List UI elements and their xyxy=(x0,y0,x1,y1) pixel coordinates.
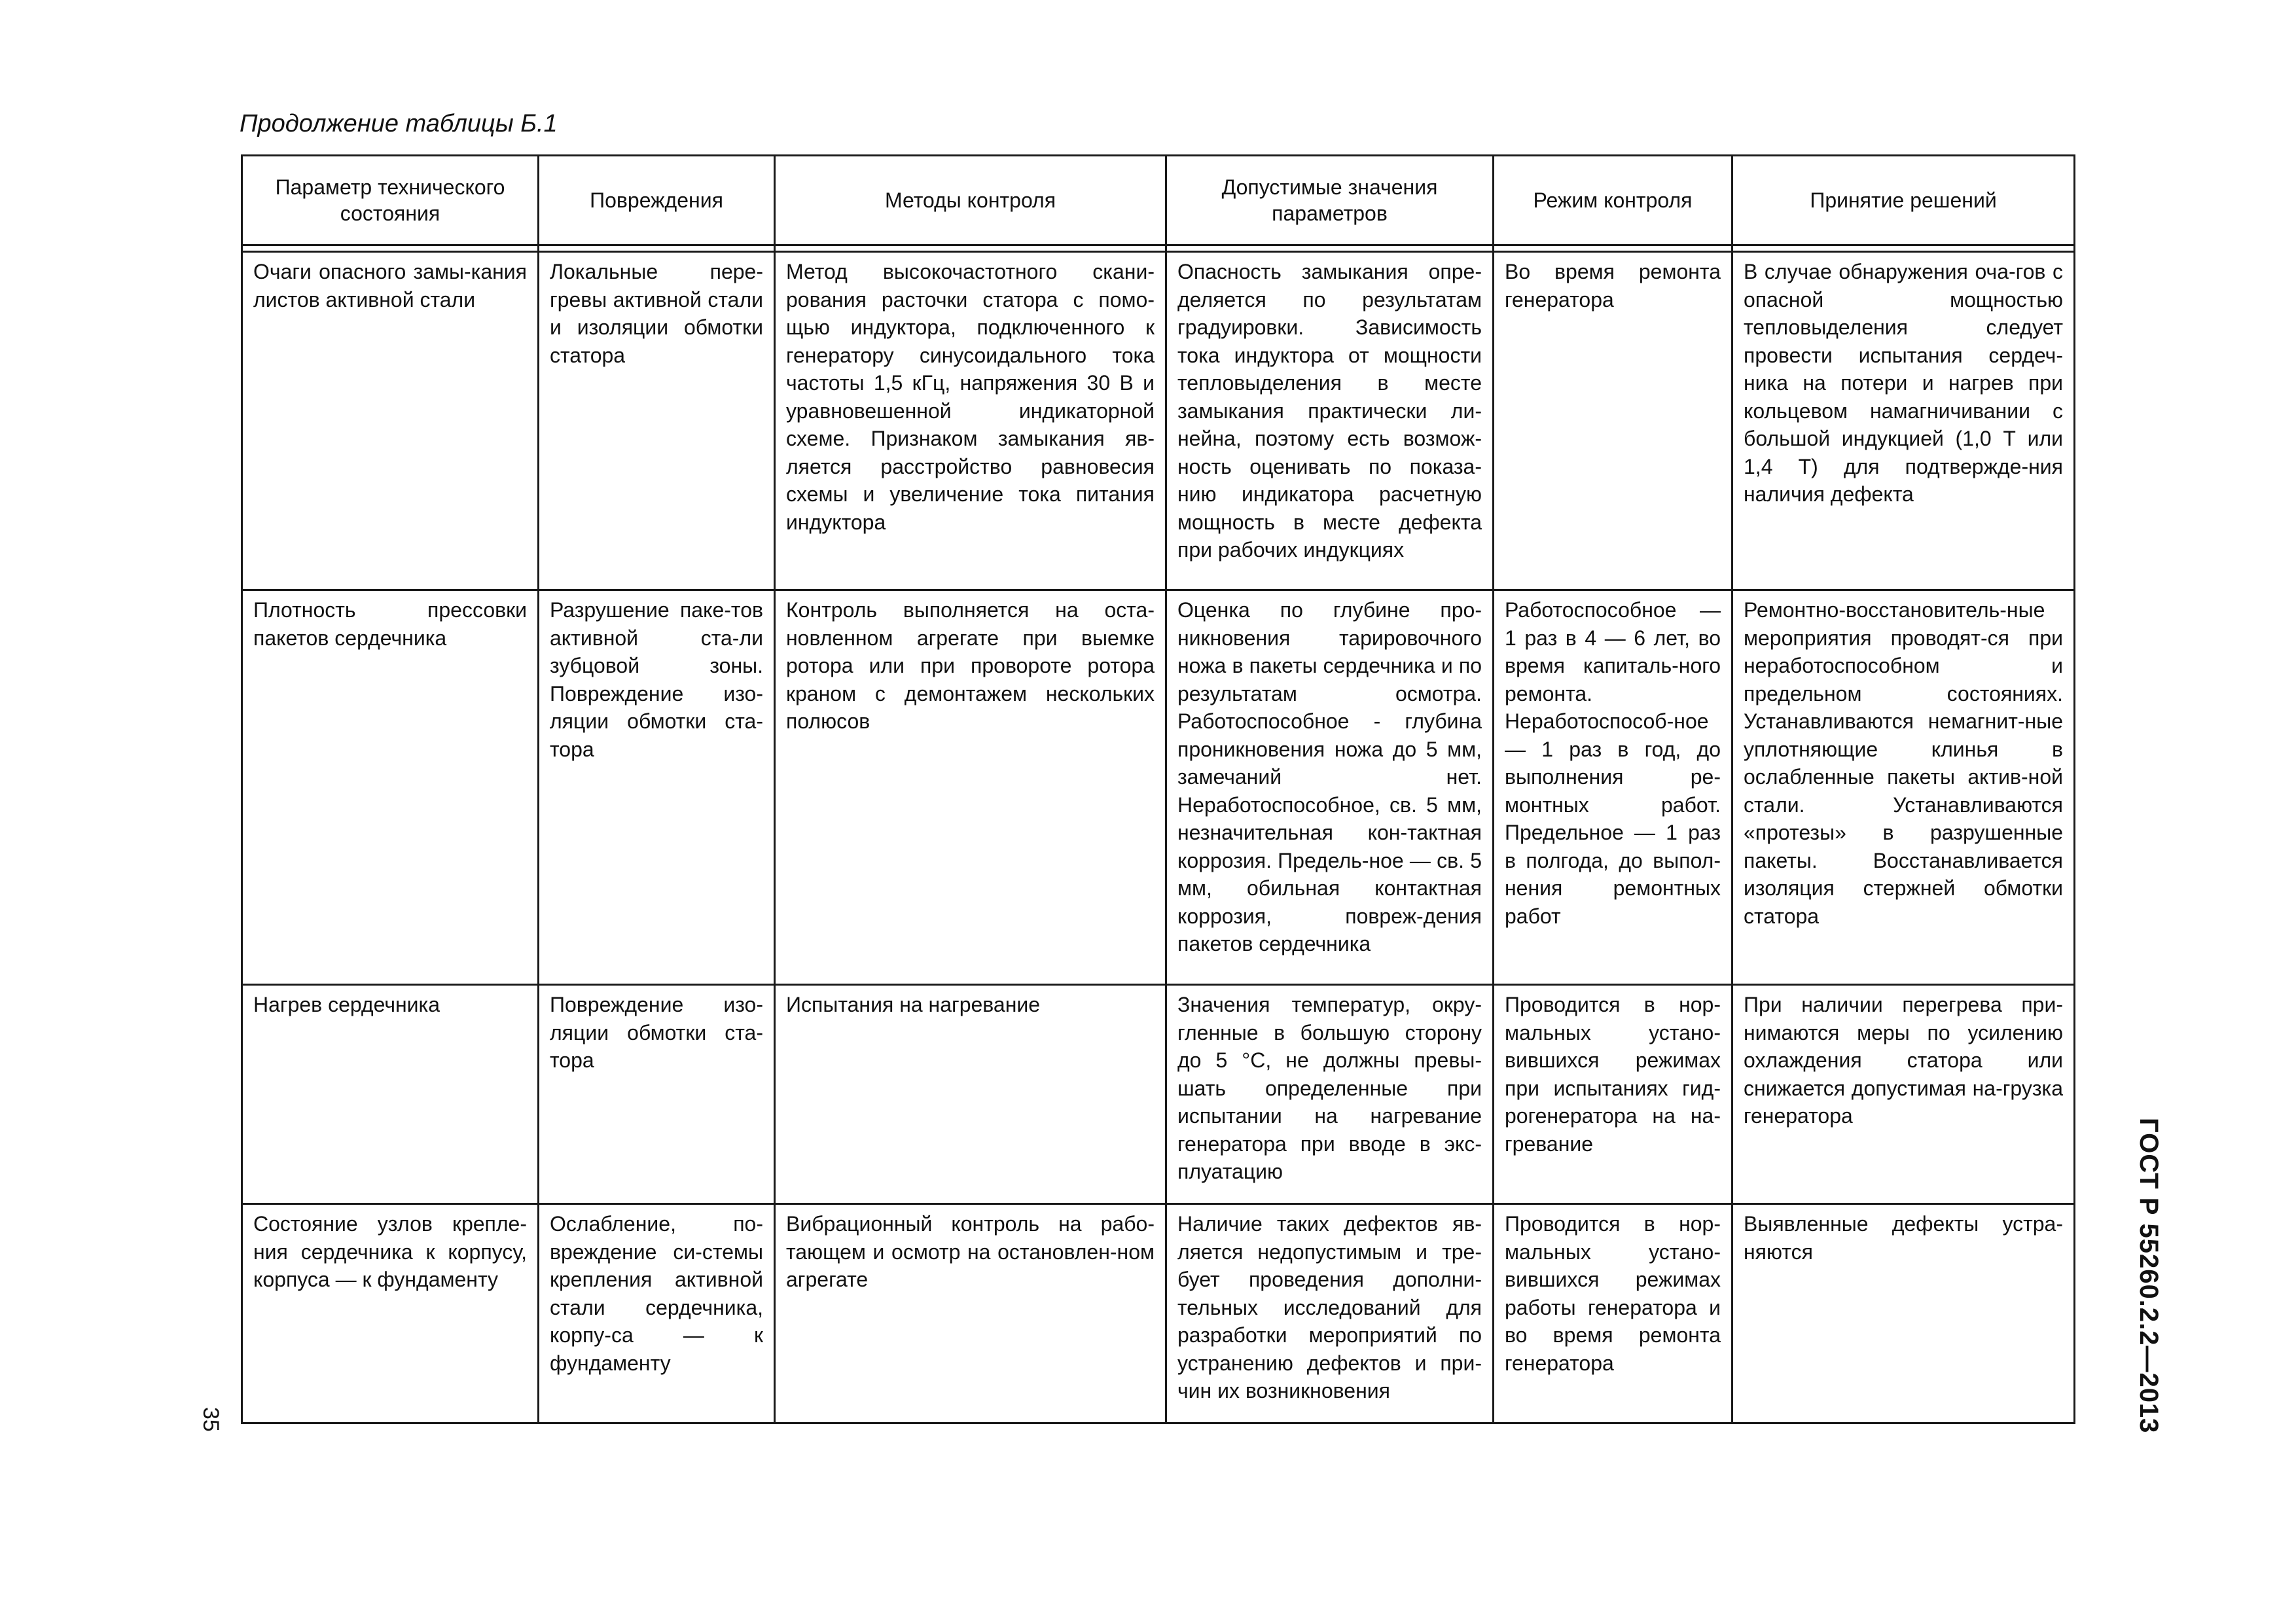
table-header-row xyxy=(242,156,2075,245)
header-separator xyxy=(242,245,2075,252)
cell-limits: Опасность замыкания опре-деляется по результатам градуировки. Зависимость тока индуктора от мощности тепловыделения в месте замыкания практически ли-нейна, поэтому есть возмож-ность оценивать по показа-нию индикатора расчетную мощность в месте дефекта при рабочих индукциях xyxy=(1166,252,1494,590)
cell-mode: Проводится в нор-мальных устано-вившихся режимах работы генератора и во время ремонта генератора xyxy=(1494,1204,1732,1423)
cell-decision: Выявленные дефекты устра-няются xyxy=(1732,1204,2075,1423)
cell-decision: В случае обнаружения оча-гов с опасной мощностью тепловыделения следует провести испытания сердеч-ника на потери и нагрев при кольцевом намагничивании с большой индукцией (1,0 Т или 1,4 Т) для подтвержде-ния наличия дефекта xyxy=(1732,252,2075,590)
table-row xyxy=(242,1204,2075,1423)
table-row xyxy=(242,590,2075,985)
cell-methods: Вибрационный контроль на рабо-тающем и осмотр на остановлен-ном агрегате xyxy=(775,1204,1166,1423)
header-damage: Повреждения xyxy=(539,156,775,245)
cell-limits: Наличие таких дефектов яв-ляется недопустимым и тре-бует проведения дополни-тельных исследований для разработки мероприятий по устранению дефектов и при-чин их возникновения xyxy=(1166,1204,1494,1423)
inspection-table xyxy=(241,154,2075,1424)
cell-damage: Локальные пере-гревы активной стали и изоляции обмотки статора xyxy=(539,252,775,590)
table-caption: Продолжение таблицы Б.1 xyxy=(240,110,558,137)
table-row xyxy=(242,252,2075,590)
cell-limits: Оценка по глубине про-никновения тарировочного ножа в пакеты сердечника и по результатам осмотра. Работоспособное - глубина проникновения ножа до 5 мм, замечаний нет. Неработоспособное, св. 5 мм, незначительная кон-тактная коррозия. Предель-ное — св. 5 мм, обильная контактная коррозия, повреж-дения пакетов сердечника xyxy=(1166,590,1494,985)
cell-limits: Значения температур, окру-гленные в большую сторону до 5 °С, не должны превы-шать определенные при испытании на нагревание генератора при вводе в экс-плуатацию xyxy=(1166,985,1494,1204)
cell-damage: Разрушение паке-тов активной ста-ли зубцовой зоны. Повреждение изо-ляции обмотки ста-тора xyxy=(539,590,775,985)
cell-methods: Контроль выполняется на оста-новленном агрегате при выемке ротора или при провороте ротора краном с демонтажем нескольких полюсов xyxy=(775,590,1166,985)
cell-parameter: Состояние узлов крепле-ния сердечника к корпусу, корпуса — к фундаменту xyxy=(242,1204,539,1423)
page-number: 35 xyxy=(198,1407,223,1432)
header-mode: Режим контроля xyxy=(1494,156,1732,245)
document-standard-title: ГОСТ Р 55260.2.2—2013 xyxy=(2134,1118,2163,1434)
cell-damage: Повреждение изо-ляции обмотки ста-тора xyxy=(539,985,775,1204)
cell-decision: При наличии перегрева при-нимаются меры по усилению охлаждения статора или снижается допустимая на-грузка генератора xyxy=(1732,985,2075,1204)
cell-mode: Проводится в нор-мальных устано-вившихся режимах при испытаниях гид-рогенератора на на-гревание xyxy=(1494,985,1732,1204)
cell-mode: Работоспособное — 1 раз в 4 — 6 лет, во время капиталь-ного ремонта. Неработоспособ-ное — 1 раз в год, до выполнения ре-монтных работ. Предельное — 1 раз в полгода, до выпол-нения ремонтных работ xyxy=(1494,590,1732,985)
cell-parameter: Нагрев сердечника xyxy=(242,985,539,1204)
cell-methods: Метод высокочастотного скани-рования расточки статора с помо-щью индуктора, подключенного к генератору синусоидального тока частоты 1,5 кГц, напряжения 30 В и уравновешенной индикаторной схеме. Признаком замыкания яв-ляется расстройство равновесия схемы и увеличение тока питания индуктора xyxy=(775,252,1166,590)
cell-methods: Испытания на нагревание xyxy=(775,985,1166,1204)
cell-decision: Ремонтно-восстановитель-ные мероприятия проводят-ся при неработоспособном и предельном состояниях. Устанавливаются немагнит-ные уплотняющие клинья в ослабленные пакеты актив-ной стали. Устанавливаются «протезы» в разрушенные пакеты. Восстанавливается изоляция стержней обмотки статора xyxy=(1732,590,2075,985)
cell-mode: Во время ремонта генератора xyxy=(1494,252,1732,590)
header-decision: Принятие решений xyxy=(1732,156,2075,245)
header-parameter: Параметр технического состояния xyxy=(242,156,539,245)
header-limits: Допустимые значения параметров xyxy=(1166,156,1494,245)
cell-parameter: Очаги опасного замы-кания листов активной стали xyxy=(242,252,539,590)
table-row xyxy=(242,985,2075,1204)
cell-parameter: Плотность прессовки пакетов сердечника xyxy=(242,590,539,985)
header-methods: Методы контроля xyxy=(775,156,1166,245)
cell-damage: Ослабление, по-вреждение си-стемы крепления активной стали сердечника, корпу-са — к фундаменту xyxy=(539,1204,775,1423)
